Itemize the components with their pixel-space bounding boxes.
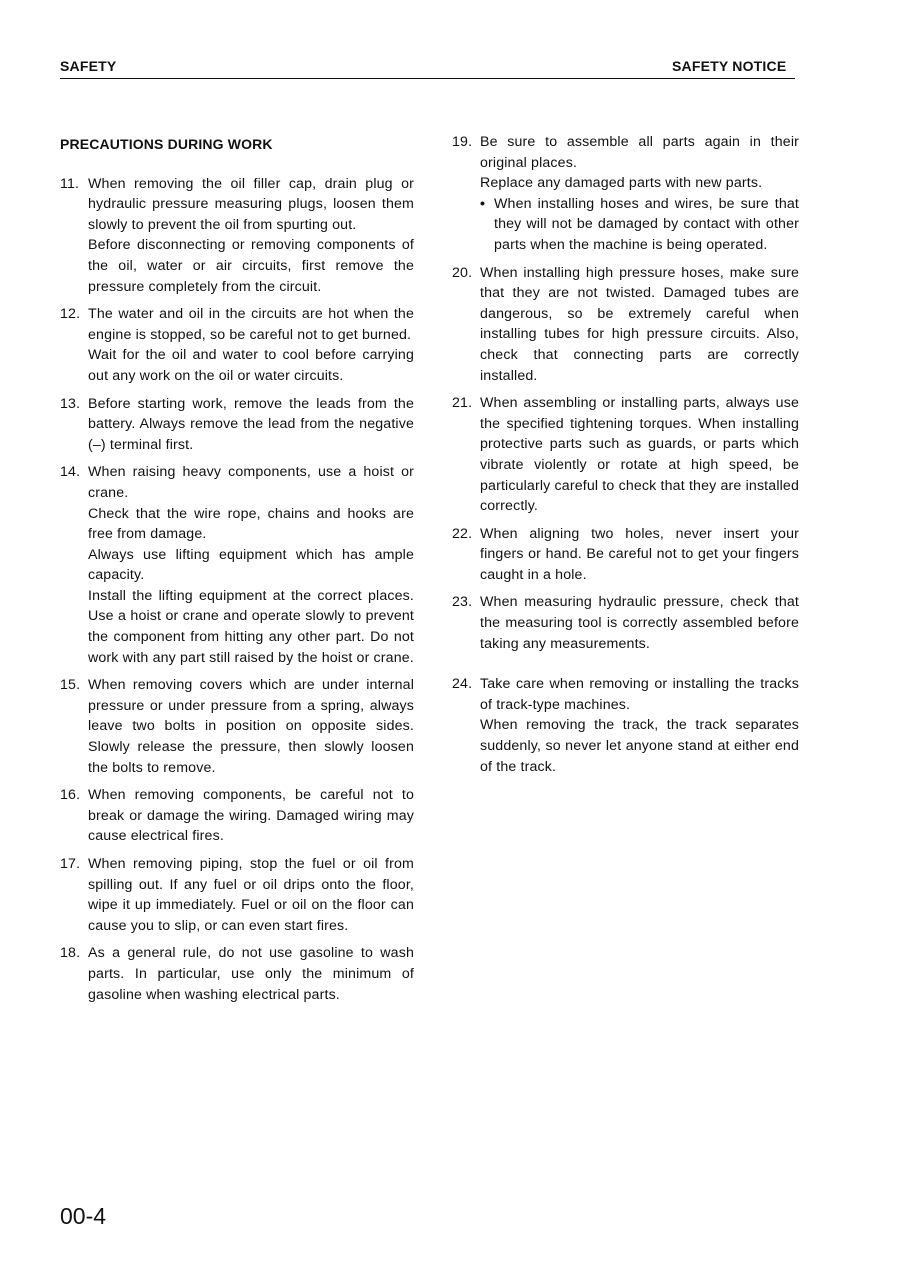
item-number: 14. [60,464,81,481]
item-number: 23. [452,594,473,611]
item-paragraph: Replace any damaged parts with new parts. [480,175,763,192]
item-number: 20. [452,264,473,281]
item-body [480,524,799,586]
item-number: 21. [452,395,473,412]
item-body [480,674,799,777]
item-paragraph: Check that the wire rope, chains and hooks are free from damage. [88,505,414,543]
bullet-point [480,194,799,256]
item-paragraph: When aligning two holes, never insert your fingers or hand. Be careful not to get your fingers caught in a hole. [480,525,799,583]
numbered-item [60,462,414,668]
section-title: PRECAUTIONS DURING WORK [60,136,273,152]
item-body [480,393,799,517]
item-paragraph: Always use lifting equipment which has ample capacity. [88,546,414,584]
left-item-list [60,174,414,1006]
numbered-item [452,263,799,387]
item-body [480,263,799,387]
numbered-item [60,394,414,456]
item-paragraph: When removing piping, stop the fuel or oil from spilling out. If any fuel or oil drips onto the floor, wipe it up immediately. Fuel or oil on the floor can cause you to slip, or can even start fires. [88,856,414,934]
item-paragraph: Install the lifting equipment at the correct places. Use a hoist or crane and operate slowly to prevent the component from hitting any other part. Do not work with any part still raised by the hoist or crane. [88,587,414,666]
item-paragraph: Take care when removing or installing the tracks of track-type machines. [480,676,799,713]
right-item-list [452,132,799,777]
numbered-item [452,674,799,777]
item-paragraph: The water and oil in the circuits are hot when the engine is stopped, so be careful not to get burned. [88,306,414,343]
item-paragraph: Wait for the oil and water to cool before carrying out any work on the oil or water circuits. [88,347,414,384]
numbered-item [60,943,414,1005]
right-column [452,132,799,784]
item-body [88,462,414,668]
item-number: 18. [60,945,81,962]
header-page-title: SAFETY NOTICE [672,58,787,74]
numbered-item [452,132,799,256]
item-number: 12. [60,306,81,323]
numbered-item [452,592,799,654]
item-body [88,394,414,456]
item-number: 22. [452,525,473,542]
item-paragraph: Before disconnecting or removing components of the oil, water or air circuits, first remove the pressure completely from the circuit. [88,237,414,295]
item-body [88,943,414,1005]
item-body [480,592,799,654]
item-paragraph: Before starting work, remove the leads from the battery. Always remove the lead from the negative (–) terminal first. [88,395,414,453]
item-number: 24. [452,676,473,693]
item-paragraph: When removing components, be careful not to break or damage the wiring. Damaged wiring may cause electrical fires. [88,787,414,845]
numbered-item [60,675,414,778]
item-body [480,132,799,256]
numbered-item [60,174,414,298]
numbered-item [60,304,414,386]
numbered-item [452,524,799,586]
item-paragraph: When assembling or installing parts, always use the specified tightening torques. When installing protective parts such as guards, or parts which vibrate violently or rotate at high speed, be particularly careful to check that they are installed correctly. [480,395,799,515]
item-body [88,785,414,847]
item-number: 11. [60,175,80,192]
item-number: 17. [60,856,81,872]
item-paragraph: As a general rule, do not use gasoline to wash parts. In particular, use only the minimum of gasoline when washing electrical parts. [88,945,414,1003]
item-body [88,675,414,778]
numbered-item [60,854,414,936]
bullet-text: When installing hoses and wires, be sure that they will not be damaged by contact with other parts when the machine is being operated. [494,195,799,253]
item-body [88,304,414,386]
item-number: 19. [452,134,473,150]
item-paragraph: When measuring hydraulic pressure, check that the measuring tool is correctly assembled before taking any measurements. [480,594,799,652]
numbered-item [60,785,414,847]
header-section-label: SAFETY [60,58,117,74]
item-paragraph: When removing the track, the track separates suddenly, so never let anyone stand at either end of the track. [480,717,799,775]
item-number: 16. [60,787,81,804]
bullet-dot-icon: • [480,195,486,212]
item-number: 13. [60,395,81,412]
item-body [88,174,414,298]
item-paragraph: Be sure to assemble all parts again in their original places. [480,134,799,171]
item-paragraph: When installing high pressure hoses, make sure that they are not twisted. Damaged tubes are dangerous, so be extremely careful when installing tubes for high pressure circuits. Also, check that connecting parts are correctly installed. [480,264,799,384]
left-column [60,134,414,1012]
numbered-item [452,393,799,517]
header-rule [60,78,795,79]
item-number: 15. [60,677,81,694]
item-body [88,854,414,936]
page-number: 00-4 [60,1203,107,1229]
item-paragraph: When removing covers which are under internal pressure or under pressure from a spring, always leave two bolts in position on opposite sides. Slowly release the pressure, then slowly loosen the bolts to remove. [88,677,414,776]
item-paragraph: When raising heavy components, use a hoist or crane. [88,464,414,501]
item-paragraph: When removing the oil filler cap, drain plug or hydraulic pressure measuring plugs, loosen them slowly to prevent the oil from spurting out. [88,175,414,233]
